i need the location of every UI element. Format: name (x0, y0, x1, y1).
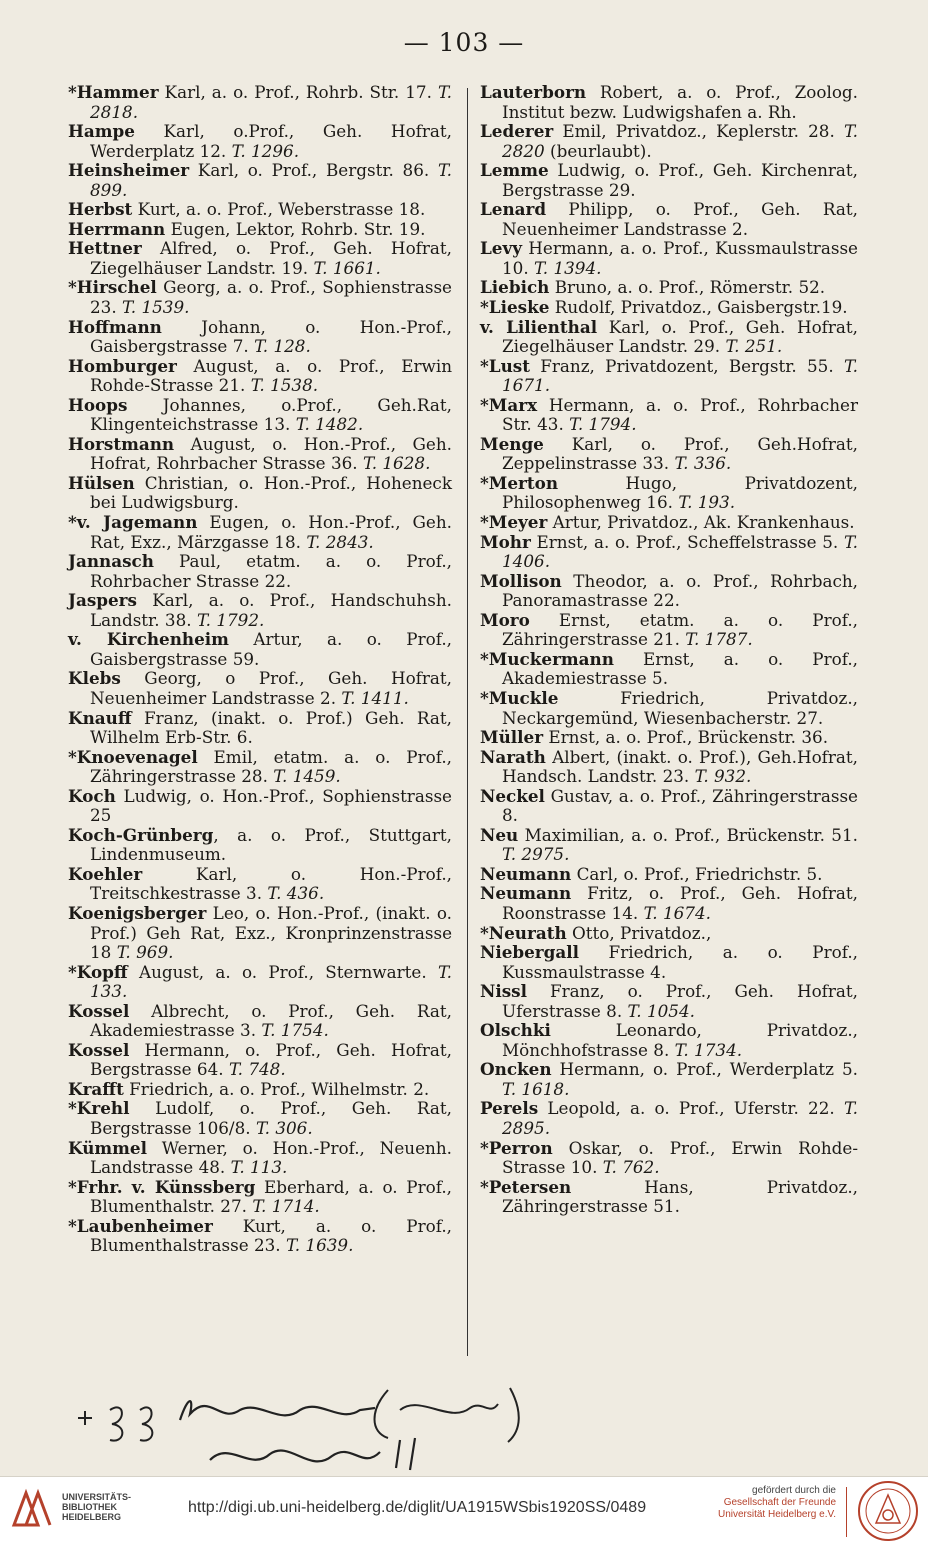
entry-telephone: T. 1406. (502, 531, 858, 572)
entry-details: Gustav, a. o. Prof., Zähringerstrasse 8. (502, 785, 858, 826)
entry-name: Niebergall (480, 942, 579, 963)
entry-telephone: T. 2895. (502, 1098, 858, 1138)
directory-entry (68, 435, 452, 474)
entry-name: Jaspers (68, 590, 137, 611)
entry-telephone: T. 128. (254, 336, 311, 357)
entry-name: Mollison (480, 570, 562, 591)
directory-entry (480, 474, 858, 513)
entry-name: Kossel (68, 1039, 130, 1060)
directory-entry (68, 591, 452, 630)
directory-entry (480, 318, 858, 357)
directory-entry (480, 924, 858, 944)
entry-name: *Laubenheimer (68, 1215, 213, 1236)
entry-details: Leopold, a. o. Prof., Uferstr. 22. (538, 1098, 835, 1119)
entry-details: Hermann, a. o. Prof., Kussmaulstrasse 10. (502, 238, 858, 278)
entry-details: Friedrich, a. o. Prof., Wilhelmstr. 2. (123, 1078, 430, 1099)
entry-name: *Hammer (68, 82, 159, 102)
entry-details: Friedrich, Privatdoz., Neckargemünd, Wiesenbacherstr. 27. (502, 687, 858, 728)
entry-telephone: T. 1734. (674, 1039, 743, 1060)
entry-details: Ernst, etatm. a. o. Prof., Zähringerstrasse 21. (502, 609, 858, 650)
directory-entry (480, 728, 858, 748)
entry-details: Albert, (inakt. o. Prof.), Geh.Hofrat, Handsch. Landstr. 23. (502, 746, 858, 787)
entry-name: Kümmel (68, 1137, 147, 1158)
entry-name: Jannasch (68, 551, 154, 572)
entry-telephone: T. 899. (90, 160, 453, 200)
entry-details: Carl, o. Prof., Friedrichstr. 5. (571, 863, 823, 884)
entry-details: Eberhard, a. o. Prof., Blumenthalstr. 27. (90, 1176, 453, 1217)
directory-entry (68, 963, 452, 1002)
entry-details: Ludwig, o. Prof., Geh. Kirchenrat, Bergstrasse 29. (502, 160, 858, 200)
entry-details: Georg, o Prof., Geh. Hofrat, Neuenheimer Landstrasse 2. (90, 668, 452, 708)
directory-entry (480, 689, 858, 728)
entry-telephone: T. 1661. (313, 257, 381, 278)
entry-details: Karl, o.Prof., Geh. Hofrat, Werderplatz 12. (90, 121, 452, 161)
entry-details: Kurt, a. o. Prof., Blumenthalstrasse 23. (90, 1215, 452, 1256)
entry-details: Philipp, o. Prof., Geh. Rat, Neuenheimer Landstrasse 2. (502, 199, 858, 239)
entry-name: *Muckermann (480, 648, 614, 669)
entry-details: , a. o. Prof., Stuttgart, Lindenmuseum. (90, 824, 452, 865)
directory-entry (68, 1178, 452, 1217)
entry-details: Hermann, a. o. Prof., Rohrbacher Str. 43. (502, 394, 858, 435)
entry-name: Kossel (68, 1000, 130, 1021)
right-column (480, 83, 858, 1217)
entry-details: Leo, o. Hon.-Prof., (inakt. o. Prof.) Geh Rat, Exz., Kronprinzenstrasse 18 (90, 902, 452, 963)
directory-entry (480, 200, 858, 239)
directory-entry (480, 572, 858, 611)
directory-entry (68, 904, 452, 963)
entry-details: August, a. o. Prof., Erwin Rohde-Strasse 21. (90, 355, 452, 396)
entry-name: Müller (480, 727, 544, 748)
entry-name: Olschki (480, 1020, 551, 1041)
directory-entry (480, 161, 858, 200)
entry-details: Kurt, a. o. Prof., Weberstrasse 18. (132, 199, 426, 220)
entry-name: *Muckle (480, 687, 559, 708)
entry-details: Maximilian, a. o. Prof., Brückenstr. 51. (518, 824, 858, 845)
entry-name: Klebs (68, 668, 121, 689)
handwritten-note (70, 1380, 550, 1480)
entry-name: Lemme (480, 160, 549, 181)
entry-telephone: T. 251. (725, 336, 783, 357)
directory-entry (480, 278, 858, 298)
entry-details: Christian, o. Hon.-Prof., Hoheneck bei Ludwigsburg. (90, 472, 452, 513)
entry-details: Franz, (inakt. o. Prof.) Geh. Rat, Wilhelm Erb-Str. 6. (90, 707, 452, 748)
entry-details: Eugen, o. Hon.-Prof., Geh. Rat, Exz., Märzgasse 18. (90, 512, 452, 552)
entry-name: Horstmann (68, 433, 175, 454)
directory-entry (480, 943, 858, 982)
entry-telephone: T. 1628. (362, 453, 431, 474)
entry-details: Karl, o. Prof., Geh.Hofrat, Zeppelinstrasse 33. (502, 433, 858, 474)
entry-details: Werner, o. Hon.-Prof., Neuenh. Landstrasse 48. (90, 1137, 452, 1178)
directory-entry (68, 200, 452, 220)
directory-entry (68, 122, 452, 161)
directory-entry (68, 278, 452, 317)
entry-details: Emil, etatm. a. o. Prof., Zähringerstrasse 28. (90, 746, 452, 787)
entry-details: August, o. Hon.-Prof., Geh. Hofrat, Rohrbacher Strasse 36. (90, 433, 452, 474)
directory-entry (68, 161, 452, 200)
entry-details: Hermann, o. Prof., Geh. Hofrat, Bergstrasse 64. (90, 1039, 452, 1080)
entry-name: Lederer (480, 121, 554, 142)
directory-entry (68, 357, 452, 396)
directory-entry (480, 1099, 858, 1138)
entry-telephone: T. 113. (230, 1157, 288, 1178)
left-column (68, 83, 452, 1256)
entry-name: Koehler (68, 863, 143, 884)
entry-telephone: T. 193. (678, 492, 736, 513)
directory-entry (68, 748, 452, 787)
entry-telephone: T. 2818. (90, 82, 452, 122)
directory-entry (480, 533, 858, 572)
entry-telephone: T. 306. (255, 1117, 313, 1138)
entry-details: Hans, Privatdoz., Zähringerstrasse 51. (502, 1176, 858, 1217)
university-library-name: UNIVERSITÄTS- BIBLIOTHEK HEIDELBERG (62, 1492, 132, 1522)
directory-entry (68, 1099, 452, 1138)
entry-telephone: T. 748. (228, 1059, 286, 1080)
entry-telephone: T. 1539. (122, 297, 190, 318)
permalink-url[interactable]: http://digi.ub.uni-heidelberg.de/diglit/UA1915WSbis1920SS/0489 (188, 1499, 647, 1516)
directory-entry (68, 787, 452, 826)
entry-details: Artur, a. o. Prof., Gaisbergstrasse 59. (90, 629, 452, 669)
entry-telephone: T. 1394. (534, 257, 602, 278)
directory-entry (480, 435, 858, 474)
entry-name: Neumann (480, 883, 572, 904)
directory-entry (480, 1139, 858, 1178)
entry-name: *Lieske (480, 297, 550, 318)
entry-name: *Hirschel (68, 277, 157, 298)
entry-telephone: T. 1794. (569, 414, 637, 435)
entry-details: Karl, o. Hon.-Prof., Treitschkestrasse 3. (90, 863, 452, 904)
directory-entry (68, 83, 452, 122)
entry-details: Franz, o. Prof., Geh. Hofrat, Uferstrasse 8. (502, 981, 858, 1021)
entry-telephone: T. 2843. (306, 531, 374, 552)
entry-details: Georg, a. o. Prof., Sophienstrasse 23. (90, 277, 452, 318)
directory-entry (68, 474, 452, 513)
entry-details: Ernst, a. o. Prof., Akademiestrasse 5. (502, 648, 858, 689)
entry-name: *Merton (480, 472, 559, 493)
entry-name: Lauterborn (480, 82, 587, 102)
entry-details: Theodor, a. o. Prof., Rohrbach, Panoramastrasse 22. (502, 570, 858, 611)
entry-name: Homburger (68, 355, 177, 376)
entry-name: *Perron (480, 1137, 553, 1158)
entry-telephone: T. 969. (116, 942, 174, 963)
directory-entry (480, 83, 858, 122)
entry-telephone: T. 336. (674, 453, 732, 474)
entry-telephone: T. 1674. (643, 902, 711, 923)
entry-name: Herbst (68, 199, 133, 220)
entry-details: Friedrich, a. o. Prof., Kussmaulstrasse 4. (502, 942, 858, 982)
entry-details: Bruno, a. o. Prof., Römerstr. 52. (549, 277, 826, 298)
entry-details: Eugen, Lektor, Rohrb. Str. 19. (165, 218, 426, 239)
entry-name: Krafft (68, 1078, 124, 1099)
entry-telephone: T. 1639. (286, 1235, 354, 1256)
directory-entry (68, 709, 452, 748)
entry-telephone: T. 1054. (627, 1000, 695, 1021)
entry-name: Hülsen (68, 472, 135, 493)
entry-telephone: T. 1754. (261, 1020, 329, 1041)
entry-name: Knauff (68, 707, 132, 728)
entry-details: Franz, Privatdozent, Bergstr. 55. (529, 355, 834, 376)
entry-note: (beurlaubt). (544, 140, 652, 161)
entry-details: Karl, o. Prof., Geh. Hofrat, Ziegelhäuser Landstr. 29. (502, 316, 859, 357)
entry-details: Emil, Privatdoz., Keplerstr. 28. (553, 121, 835, 142)
directory-entry (68, 220, 452, 240)
entry-telephone: T. 1296. (231, 140, 300, 161)
entry-telephone: T. 1618. (502, 1078, 570, 1099)
entry-details: Johann, o. Hon.-Prof., Gaisbergstrasse 7. (90, 316, 452, 357)
entry-telephone: T. 1411. (341, 687, 409, 708)
directory-entry (68, 630, 452, 669)
entry-name: *Meyer (480, 512, 548, 533)
sponsor-credit: gefördert durch die Gesellschaft der Freunde Universität Heidelberg e.V. (717, 1485, 836, 1520)
entry-name: Hoops (68, 394, 128, 415)
entry-name: *Kopff (68, 961, 128, 982)
entry-details: August, a. o. Prof., Sternwarte. (127, 961, 427, 982)
entry-details: Karl, a. o. Prof., Handschuhsh. Landstr. 38. (90, 590, 452, 630)
entry-telephone: T. 1459. (273, 766, 341, 787)
entry-telephone: T. 133. (90, 961, 452, 1002)
directory-entry (480, 513, 858, 533)
entry-telephone: T. 932. (694, 766, 752, 787)
entry-name: Heinsheimer (68, 160, 190, 181)
entry-name: v. Lilienthal (480, 316, 598, 337)
entry-details: Artur, Privatdoz., Ak. Krankenhaus. (547, 512, 855, 533)
entry-details: Albrecht, o. Prof., Geh. Rat, Akademiestrasse 3. (90, 1000, 452, 1041)
entry-telephone: T. 1792. (196, 609, 265, 630)
entry-name: Koenigsberger (68, 902, 207, 923)
entry-name: Neumann (480, 863, 572, 884)
directory-entry (480, 982, 858, 1021)
directory-entry (68, 1080, 452, 1100)
entry-details: Karl, o. Prof., Bergstr. 86. (189, 160, 430, 181)
directory-entry (480, 1060, 858, 1099)
directory-entry (68, 826, 452, 865)
entry-details: Oskar, o. Prof., Erwin Rohde-Strasse 10. (502, 1137, 858, 1178)
entry-name: *Knoevenagel (68, 746, 198, 767)
entry-name: Hettner (68, 238, 142, 259)
entry-name: Liebich (480, 277, 550, 298)
footer-divider (846, 1487, 847, 1537)
entry-details: Karl, a. o. Prof., Rohrb. Str. 17. (158, 82, 432, 102)
directory-entry (68, 865, 452, 904)
entry-details: Ludolf, o. Prof., Geh. Rat, Bergstrasse 106/8. (90, 1098, 452, 1138)
directory-entry (480, 239, 858, 278)
directory-entry (68, 552, 452, 591)
entry-name: *Neurath (480, 922, 567, 943)
entry-details: Johannes, o.Prof., Geh.Rat, Klingenteichstrasse 13. (90, 394, 452, 435)
entry-telephone: T. 2820 (502, 121, 858, 161)
entry-name: *Krehl (68, 1098, 130, 1119)
directory-entry (480, 865, 858, 885)
entry-telephone: T. 1538. (250, 375, 319, 396)
entry-name: *Marx (480, 394, 538, 415)
entry-details: Ludwig, o. Hon.-Prof., Sophienstrasse 25 (90, 785, 452, 826)
entry-name: Nissl (480, 981, 527, 1002)
footer (0, 1476, 928, 1545)
entry-name: Koch (68, 785, 116, 806)
entry-telephone: T. 1714. (252, 1196, 320, 1217)
directory-entry (68, 1139, 452, 1178)
directory-entry (68, 239, 452, 278)
entry-details: Robert, a. o. Prof., Zoolog. Institut bezw. Ludwigshafen a. Rh. (502, 82, 858, 122)
directory-entry (480, 884, 858, 923)
directory-entry (68, 513, 452, 552)
entry-telephone: T. 1671. (502, 355, 858, 396)
directory-entry (480, 611, 858, 650)
directory-entry (480, 1178, 858, 1217)
entry-details: Hermann, o. Prof., Werderplatz 5. (551, 1059, 858, 1080)
entry-name: Hampe (68, 121, 135, 142)
page-number: — 103 — (403, 28, 525, 57)
entry-details: Alfred, o. Prof., Geh. Hofrat, Ziegelhäuser Landstr. 19. (90, 238, 452, 278)
entry-name: Herrmann (68, 218, 166, 239)
directory-entry (68, 669, 452, 708)
entry-name: Perels (480, 1098, 539, 1119)
university-library-logo-icon (8, 1485, 56, 1533)
entry-telephone: T. 2975. (502, 844, 570, 865)
entry-name: Levy (480, 238, 522, 259)
directory-entry (480, 357, 858, 396)
entry-details: Paul, etatm. a. o. Prof., Rohrbacher Strasse 22. (90, 551, 452, 591)
entry-details: Otto, Privatdoz., (566, 922, 712, 943)
university-seal-icon (856, 1479, 920, 1543)
directory-entry (68, 318, 452, 357)
entry-name: Oncken (480, 1059, 552, 1080)
entry-name: Lenard (480, 199, 547, 220)
entry-telephone: T. 1482. (295, 414, 364, 435)
entry-name: Narath (480, 746, 546, 767)
directory-entry (68, 1041, 452, 1080)
entry-details: Rudolf, Privatdoz., Gaisbergstr.19. (549, 297, 848, 318)
entry-name: Mohr (480, 531, 531, 552)
entry-name: *Petersen (480, 1176, 572, 1197)
entry-details: Ernst, a. o. Prof., Scheffelstrasse 5. (530, 531, 839, 552)
column-divider (467, 88, 468, 1356)
directory-entry (68, 1002, 452, 1041)
directory-entry (480, 650, 858, 689)
entry-details: Ernst, a. o. Prof., Brückenstr. 36. (543, 727, 829, 748)
entry-name: Neckel (480, 785, 545, 806)
entry-name: Neu (480, 824, 519, 845)
entry-name: Moro (480, 609, 530, 630)
directory-entry (68, 396, 452, 435)
entry-name: Hoffmann (68, 316, 162, 337)
entry-telephone: T. 762. (602, 1157, 660, 1178)
entry-name: Koch-Grünberg (68, 824, 214, 845)
directory-entry (480, 396, 858, 435)
directory-entry (480, 826, 858, 865)
directory-entry (480, 748, 858, 787)
entry-details: Leonardo, Privatdoz., Mönchhofstrasse 8. (502, 1020, 858, 1060)
directory-entry (68, 1217, 452, 1256)
directory-entry (480, 298, 858, 318)
directory-entry (480, 122, 858, 161)
entry-telephone: T. 436. (267, 883, 325, 904)
entry-name: *Lust (480, 355, 530, 376)
entry-telephone: T. 1787. (685, 629, 753, 650)
entry-name: *v. Jagemann (68, 512, 198, 533)
directory-entry (480, 1021, 858, 1060)
entry-details: Hugo, Privatdozent, Philosophenweg 16. (502, 472, 858, 513)
entry-name: Menge (480, 433, 544, 454)
entry-details: Fritz, o. Prof., Geh. Hofrat, Roonstrasse 14. (502, 883, 858, 923)
directory-entry (480, 787, 858, 826)
entry-name: *Frhr. v. Künssberg (68, 1176, 256, 1197)
entry-name: v. Kirchenheim (68, 629, 229, 650)
